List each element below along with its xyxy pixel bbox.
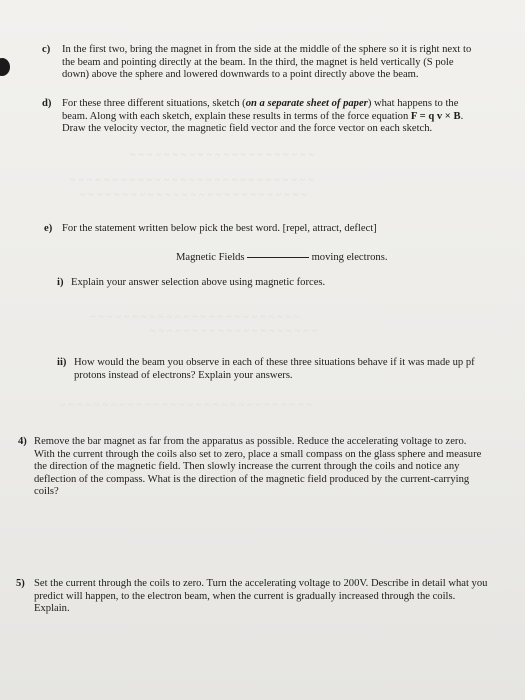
item-i-text: Explain your answer selection above using magnetic forces.: [71, 277, 326, 288]
item-c: [42, 44, 482, 82]
item-i-label: i): [57, 277, 64, 288]
item-e-text: For the statement written below pick the best word. [repel, attract, deflect]: [62, 223, 377, 234]
item-c-label: c): [42, 44, 51, 55]
question-5: [16, 578, 488, 616]
item-c-text: In the first two, bring the magnet in from the side at the middle of the sphere so it is right next to the beam and pointing directly at the beam. In the third, the magnet is held vertically (S pole down) above the sphere and lowered downwards to a point directly above the beam.: [62, 44, 472, 81]
bleed-through: ~ ~ ~ ~ ~ ~ ~ ~ ~ ~ ~ ~ ~ ~ ~ ~ ~ ~ ~ ~ ~ ~ ~ ~ ~ ~ ~: [80, 190, 307, 201]
question-4-label: 4): [18, 436, 27, 447]
binder-hole: [0, 58, 10, 76]
item-ii-label: ii): [57, 357, 67, 368]
item-d: [42, 98, 482, 136]
answer-blank[interactable]: [247, 257, 309, 258]
item-e-label: e): [44, 223, 53, 234]
item-d-text: [62, 98, 482, 136]
item-i: [57, 277, 477, 290]
item-d-text-before: For these three different situations, sketch (: [62, 98, 246, 109]
question-5-label: 5): [16, 578, 25, 589]
statement-right: moving electrons.: [311, 252, 388, 263]
bleed-through: ~ ~ ~ ~ ~ ~ ~ ~ ~ ~ ~ ~ ~ ~ ~ ~ ~ ~ ~ ~ ~ ~: [130, 150, 315, 161]
item-e: [44, 223, 484, 236]
bleed-through: ~ ~ ~ ~ ~ ~ ~ ~ ~ ~ ~ ~ ~ ~ ~ ~ ~ ~ ~ ~: [150, 326, 318, 337]
item-ii-text: How would the beam you observe in each of these three situations behave if it was made up pf protons instead of electrons? Explain your answers.: [74, 357, 475, 381]
item-d-text-end: . Draw the velocity vector, the magnetic field vector and the force vector on each sketch.: [62, 110, 464, 135]
item-d-text-after: ) what happens to the beam. Along with each sketch, explain these results in terms of the force equation: [62, 98, 459, 122]
item-d-italic: on a separate sheet of paper: [245, 98, 368, 109]
question-5-text: Set the current through the coils to zero. Turn the accelerating voltage to 200V. Describe in detail what you predict will happen, to the electron beam, when the current is gradually increased through the coils. Explain.: [34, 578, 488, 615]
item-ii: [57, 357, 482, 382]
item-d-label: d): [42, 98, 52, 109]
force-equation: F = q v × B: [410, 110, 461, 122]
fill-in-statement: [176, 252, 476, 265]
bleed-through: ~ ~ ~ ~ ~ ~ ~ ~ ~ ~ ~ ~ ~ ~ ~ ~ ~ ~ ~ ~ ~ ~ ~ ~ ~: [90, 312, 300, 323]
question-4-text: Remove the bar magnet as far from the apparatus as possible. Reduce the accelerating voltage to zero. With the current through the coils also set to zero, place a small compass on the glass sphere and measure the direction of the magnetic field. Then slowly increase the current through the coils and notice any deflection of the compass. What is the direction of the magnetic field produced by the current-carrying coils?: [34, 436, 482, 498]
bleed-through: ~ ~ ~ ~ ~ ~ ~ ~ ~ ~ ~ ~ ~ ~ ~ ~ ~ ~ ~ ~ ~ ~ ~ ~ ~ ~ ~ ~ ~: [70, 175, 314, 186]
question-4: [18, 436, 488, 499]
statement-left: Magnetic Fields: [176, 252, 245, 263]
bleed-through: ~ ~ ~ ~ ~ ~ ~ ~ ~ ~ ~ ~ ~ ~ ~ ~ ~ ~ ~ ~ ~ ~ ~ ~ ~ ~ ~ ~ ~ ~: [60, 400, 313, 411]
